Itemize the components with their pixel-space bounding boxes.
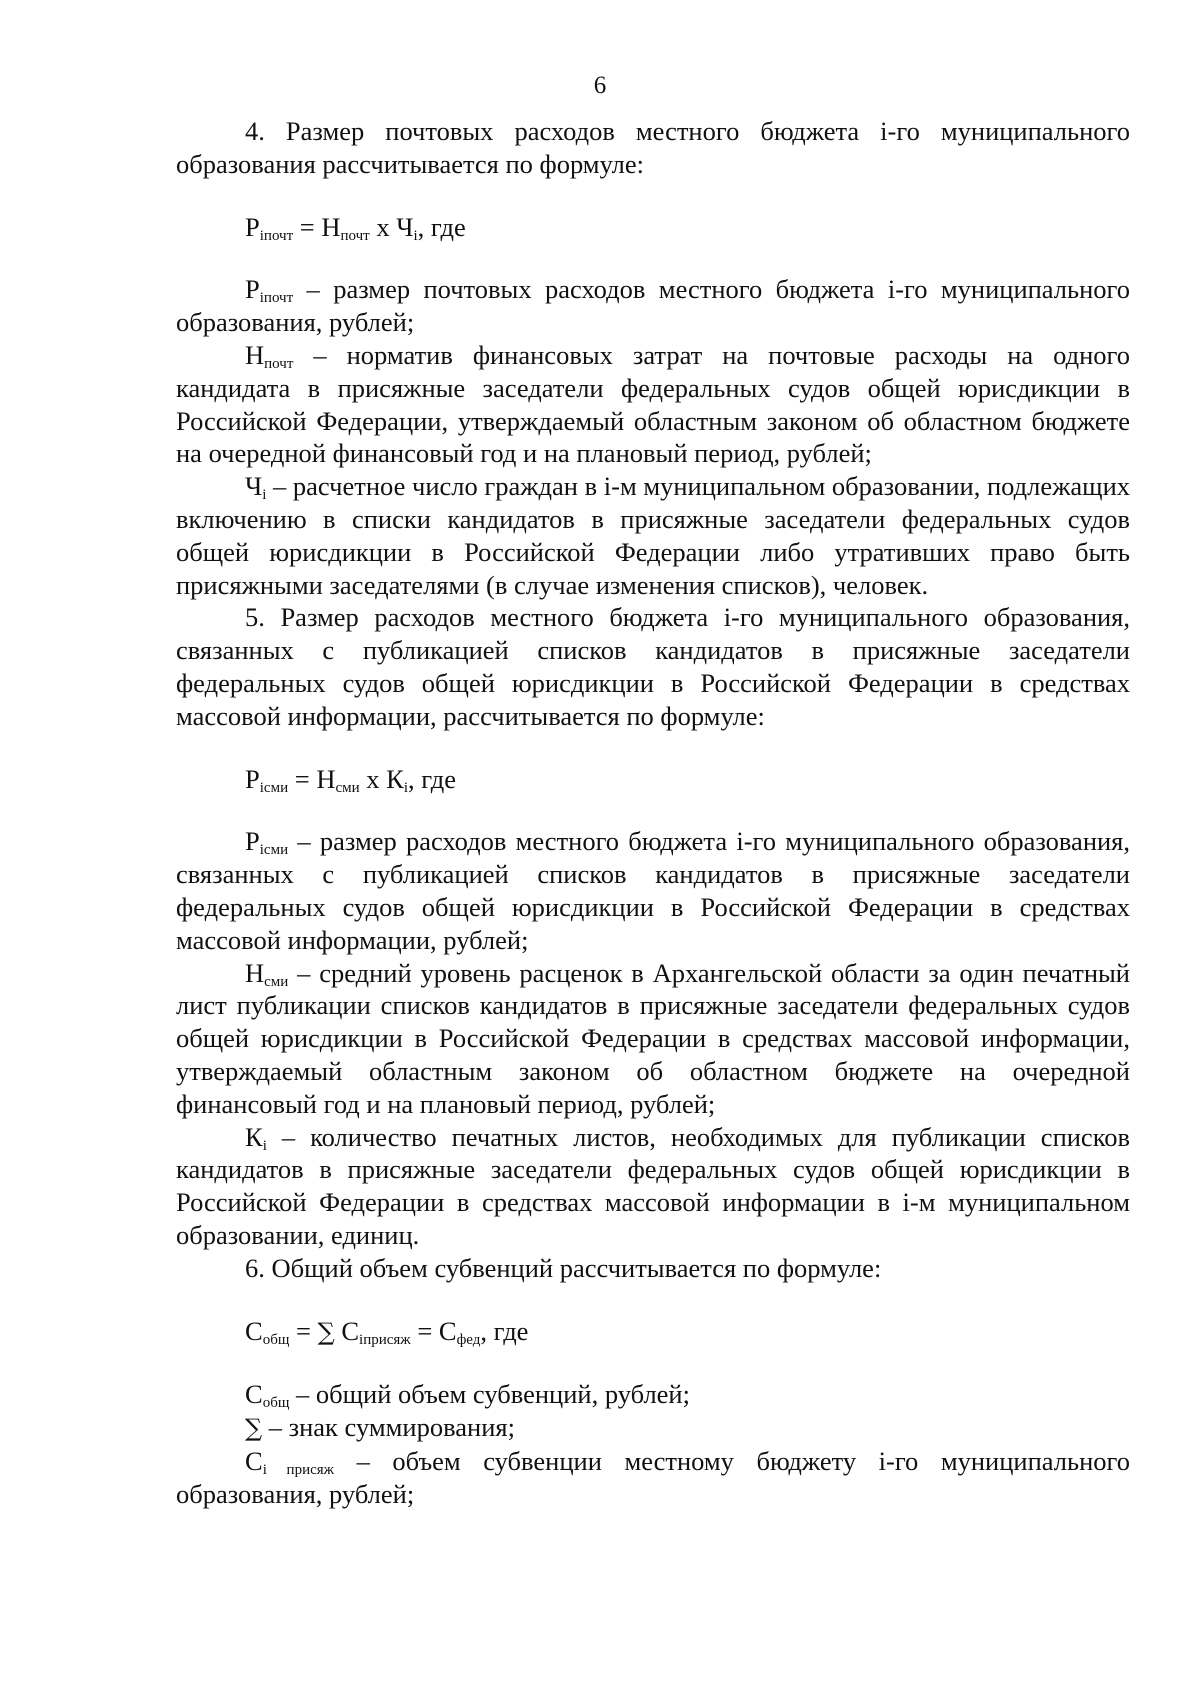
- formula-symbol: P: [245, 763, 260, 794]
- definition-symbol: С: [245, 1379, 263, 1410]
- definition-k-i: [176, 1121, 1130, 1252]
- formula-subscript: iсми: [259, 779, 289, 796]
- definition-text: – объем субвенции местному бюджету i-го муниципального образования, рублей;: [176, 1445, 1130, 1509]
- sigma-symbol: ∑: [245, 1414, 263, 1443]
- definition-n-smi: [176, 957, 1130, 1121]
- formula-subscript: i: [403, 779, 408, 796]
- definition-text: – размер расходов местного бюджета i-го муниципального образования, связанных с публикацией списков кандидатов в присяжные заседатели федеральных судов общей юрисдикции в Российской Федерации в средствах массовой информации, рублей;: [176, 826, 1130, 955]
- definition-text: – знак суммирования;: [262, 1412, 515, 1443]
- formula-symbol: P: [245, 211, 260, 242]
- formula-operator: х: [359, 763, 387, 794]
- definition-subscript: сми: [264, 973, 289, 990]
- formula-subscript: сми: [335, 779, 360, 796]
- formula-subscript: общ: [262, 1331, 290, 1348]
- definition-c-obsch: [176, 1378, 1130, 1411]
- formula-operator: =: [410, 1315, 439, 1346]
- formula-symbol: Ч: [396, 211, 414, 242]
- definition-subscript: iпочт: [259, 290, 294, 307]
- formula-symbol: Н: [321, 211, 341, 242]
- definition-subscript: i: [262, 1137, 267, 1154]
- document-body: [176, 115, 1130, 1510]
- paragraph-6-intro: 6. Общий объем субвенций рассчитывается по формуле:: [245, 1252, 882, 1283]
- definition-symbol: P: [245, 274, 260, 305]
- definition-p-ipocht: [176, 273, 1130, 339]
- definition-subscript: iсми: [259, 842, 289, 859]
- formula-postal-expenses: [176, 211, 1130, 244]
- formula-symbol: С: [334, 1315, 360, 1346]
- formula-subscript: iпочт: [259, 227, 294, 244]
- definition-text: – расчетное число граждан в i-м муниципальном образовании, подлежащих включению в списки кандидатов в присяжные заседатели федеральных судов общей юрисдикции в Российской Федерации либо утративших право быть присяжными заседателями (в случае изменения списков), человек.: [176, 471, 1130, 600]
- formula-symbol: Н: [316, 763, 336, 794]
- paragraph-4-intro: 4. Размер почтовых расходов местного бюджета i-го муниципального образования рассчитывается по формуле:: [176, 116, 1130, 179]
- definition-subscript: почт: [264, 355, 294, 372]
- sigma-symbol: ∑: [317, 1317, 335, 1346]
- definition-c-iprisyazh: [176, 1445, 1130, 1511]
- definition-text: – средний уровень расценок в Архангельской области за один печатный лист публикации списков кандидатов в присяжные заседатели федеральных судов общей юрисдикции в Российской Федерации в средствах массовой информации, утверждаемый областным законом об областном бюджете на очередной финансовый год и на плановый период, рублей;: [176, 957, 1130, 1119]
- definition-text: – размер почтовых расходов местного бюджета i-го муниципального образования, рублей;: [176, 274, 1130, 338]
- definition-text: – общий объем субвенций, рублей;: [289, 1379, 690, 1410]
- definition-symbol: Н: [245, 957, 265, 988]
- formula-symbol: С: [245, 1315, 263, 1346]
- formula-operator: х: [369, 211, 397, 242]
- definition-text: – количество печатных листов, необходимых для публикации списков кандидатов в присяжные заседатели федеральных судов общей юрисдикции в Российской Федерации в средствах массовой информации в i-м муниципальном образовании, единиц.: [176, 1121, 1130, 1250]
- formula-operator: =: [288, 763, 317, 794]
- definition-n-pocht: [176, 339, 1130, 470]
- definition-symbol: Н: [245, 339, 265, 370]
- definition-ch-i: [176, 470, 1130, 601]
- definition-subscript: i присяж: [262, 1461, 335, 1478]
- definition-subscript: общ: [262, 1395, 290, 1412]
- formula-total-subventions: [176, 1315, 1130, 1349]
- formula-subscript: фед: [456, 1331, 481, 1348]
- formula-operator: =: [289, 1315, 318, 1346]
- formula-subscript: почт: [340, 227, 370, 244]
- formula-tail: , где: [417, 211, 466, 242]
- definition-text: – норматив финансовых затрат на почтовые расходы на одного кандидата в присяжные заседатели федеральных судов общей юрисдикции в Российской Федерации, утверждаемый областным законом об областном бюджете на очередной финансовый год и на плановый период, рублей;: [176, 339, 1130, 469]
- definition-symbol: С: [245, 1445, 263, 1476]
- definition-symbol: Ч: [245, 471, 263, 502]
- definition-symbol: P: [245, 826, 260, 857]
- definition-symbol: К: [245, 1121, 263, 1152]
- formula-tail: , где: [408, 763, 457, 794]
- formula-tail: , где: [480, 1315, 529, 1346]
- formula-symbol: С: [438, 1315, 457, 1346]
- formula-media-expenses: [176, 763, 1130, 796]
- page-number: 6: [593, 72, 607, 99]
- paragraph-5-intro: 5. Размер расходов местного бюджета i-го муниципального образования, связанных с публикацией списков кандидатов в присяжные заседатели федеральных судов общей юрисдикции в Российской Федерации в средствах массовой информации, рассчитывается по формуле:: [176, 602, 1130, 731]
- definition-sigma: [176, 1411, 1130, 1445]
- formula-symbol: К: [386, 763, 404, 794]
- formula-subscript: i: [413, 227, 418, 244]
- definition-p-ismi: [176, 825, 1130, 956]
- formula-subscript: iприсяж: [359, 1331, 411, 1348]
- definition-subscript: i: [262, 487, 267, 504]
- formula-operator: =: [293, 211, 322, 242]
